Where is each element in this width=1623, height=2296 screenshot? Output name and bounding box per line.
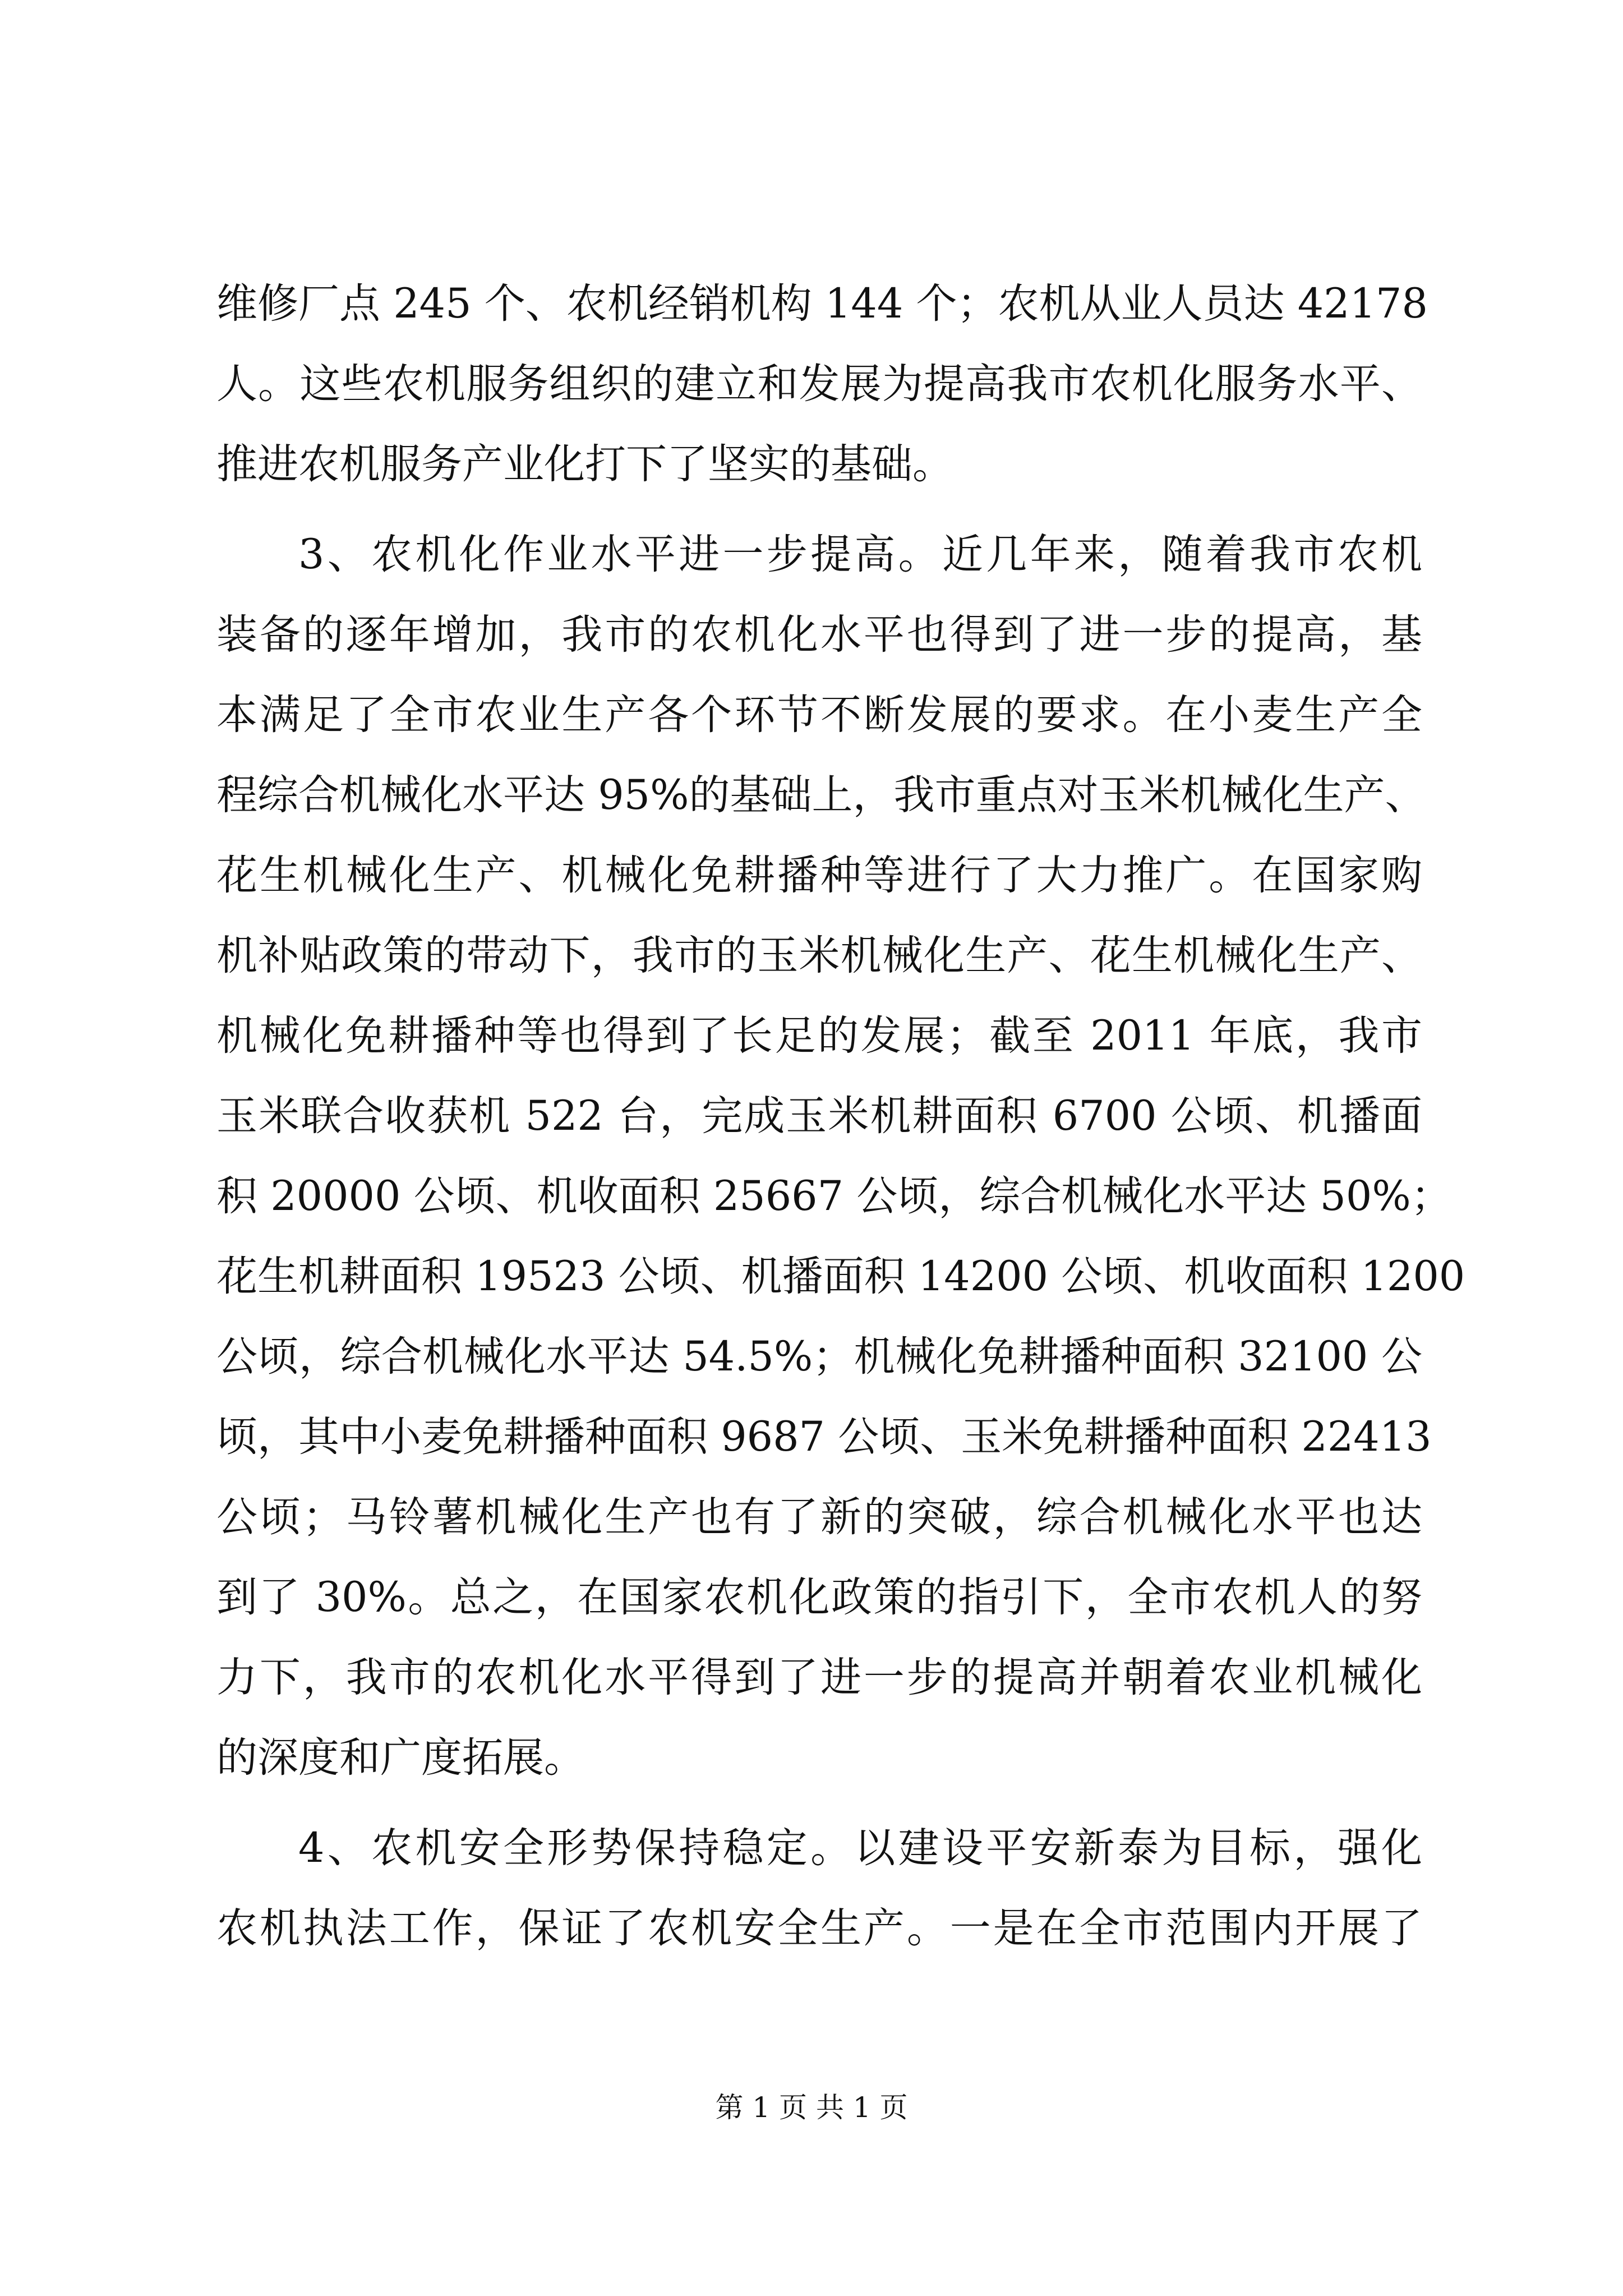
text-line: 积 20000 公顷、机收面积 25667 公顷，综合机械化水平达 50%；: [216, 1172, 1452, 1220]
text-line: 农机执法工作，保证了农机安全生产。一是在全市范围内开展了: [216, 1904, 1422, 1952]
text-line: 本满足了全市农业生产各个环节不断发展的要求。在小麦生产全: [216, 691, 1422, 739]
text-line: 人。这些农机服务组织的建立和发展为提高我市农机化服务水平、: [216, 360, 1422, 408]
text-line: 力下，我市的农机化水平得到了进一步的提高并朝着农业机械化: [216, 1654, 1422, 1701]
text-line: 玉米联合收获机 522 台，完成玉米机耕面积 6700 公顷、机播面: [216, 1092, 1422, 1140]
text-line: 机补贴政策的带动下，我市的玉米机械化生产、花生机械化生产、: [216, 932, 1422, 979]
text-line: 花生机耕面积 19523 公顷、机播面积 14200 公顷、机收面积 1200: [216, 1253, 1465, 1300]
paragraph: [216, 1808, 1422, 1968]
text-line: 4、农机安全形势保持稳定。以建设平安新泰为目标，强化: [298, 1824, 1422, 1872]
text-line: 公顷，综合机械化水平达 54.5%；机械化免耕播种面积 32100 公: [216, 1333, 1422, 1381]
text-line: 推进农机服务产业化打下了坚实的基础。: [216, 440, 953, 488]
text-line: 到了 30%。总之，在国家农机化政策的指引下，全市农机人的努: [216, 1573, 1422, 1621]
text-line: 维修厂点 245 个、农机经销机构 144 个；农机从业人员达 42178: [216, 280, 1428, 328]
paragraph: [216, 264, 1428, 504]
text-line: 机械化免耕播种等也得到了长足的发展；截至 2011 年底，我市: [216, 1012, 1422, 1060]
text-line: 花生机械化生产、机械化免耕播种等进行了大力推广。在国家购: [216, 852, 1422, 899]
text-line: 的深度和广度拓展。: [216, 1734, 585, 1782]
text-line: 程综合机械化水平达 95%的基础上，我市重点对玉米机械化生产、: [216, 771, 1426, 819]
text-line: 顷，其中小麦免耕播种面积 9687 公顷、玉米免耕播种面积 22413: [216, 1413, 1432, 1461]
paragraph: [216, 514, 1465, 1798]
text-line: 装备的逐年增加，我市的农机化水平也得到了进一步的提高，基: [216, 611, 1422, 659]
text-line: 公顷；马铃薯机械化生产也有了新的突破，综合机械化水平也达: [216, 1493, 1422, 1541]
paragraph-gap: [216, 1798, 1422, 1808]
page-footer: 第 1 页 共 1 页: [715, 2091, 908, 2124]
body-text: [216, 264, 1465, 1968]
paragraph-gap: [216, 504, 1422, 514]
text-line: 3、农机化作业水平进一步提高。近几年来，随着我市农机: [298, 531, 1422, 578]
